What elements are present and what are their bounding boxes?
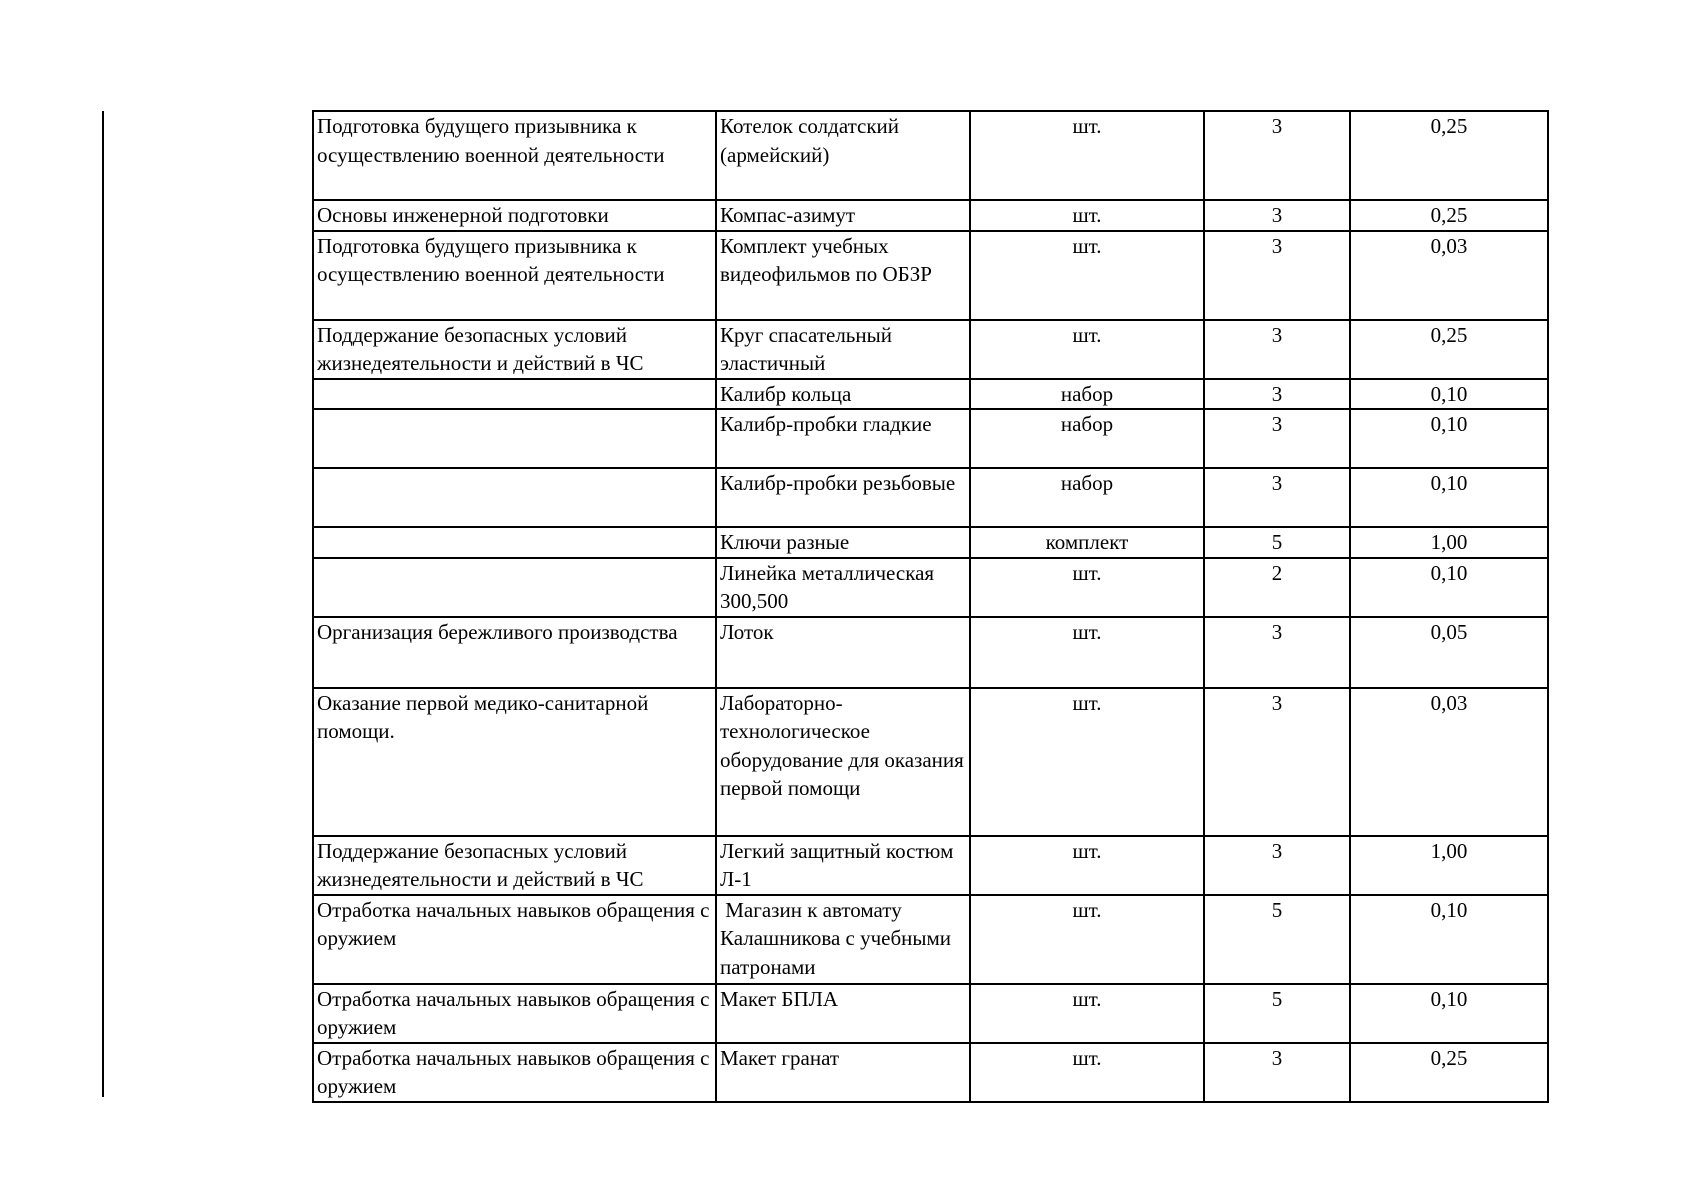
unit-cell: шт. [970, 200, 1204, 231]
table-row [313, 895, 1548, 984]
norm-cell: 0,10 [1350, 984, 1548, 1043]
topic-cell [313, 379, 716, 410]
table-row [313, 1043, 1548, 1102]
item-cell: Макет гранат [716, 1043, 970, 1102]
item-cell: Лабораторно-технологическое оборудование для оказания первой помощи [716, 688, 970, 836]
norm-cell: 1,00 [1350, 527, 1548, 558]
table-row [313, 200, 1548, 231]
topic-cell [313, 527, 716, 558]
norm-cell: 0,10 [1350, 379, 1548, 410]
table-row [313, 379, 1548, 410]
topic-cell [313, 468, 716, 527]
unit-cell: шт. [970, 231, 1204, 320]
qty-cell: 5 [1204, 527, 1350, 558]
item-cell: Лоток [716, 617, 970, 688]
table-row [313, 231, 1548, 320]
unit-cell: набор [970, 409, 1204, 468]
qty-cell: 3 [1204, 617, 1350, 688]
item-cell: Ключи разные [716, 527, 970, 558]
norm-cell: 0,10 [1350, 895, 1548, 984]
topic-cell [313, 409, 716, 468]
item-cell: Калибр-пробки гладкие [716, 409, 970, 468]
unit-cell: шт. [970, 320, 1204, 379]
norm-cell: 0,05 [1350, 617, 1548, 688]
qty-cell: 3 [1204, 379, 1350, 410]
item-cell: Легкий защитный костюм Л-1 [716, 836, 970, 895]
qty-cell: 3 [1204, 111, 1350, 200]
table-row [313, 320, 1548, 379]
unit-cell: шт. [970, 558, 1204, 617]
table-row [313, 558, 1548, 617]
qty-cell: 3 [1204, 836, 1350, 895]
table-row [313, 688, 1548, 836]
unit-cell: набор [970, 468, 1204, 527]
item-cell: Котелок солдатский (армейский) [716, 111, 970, 200]
norm-cell: 0,03 [1350, 688, 1548, 836]
topic-cell: Оказание первой медико-санитарной помощи. [313, 688, 716, 836]
qty-cell: 3 [1204, 688, 1350, 836]
qty-cell: 3 [1204, 231, 1350, 320]
norm-cell: 0,25 [1350, 1043, 1548, 1102]
topic-cell: Подготовка будущего призывника к осуществлению военной деятельности [313, 111, 716, 200]
unit-cell: шт. [970, 688, 1204, 836]
item-cell: Комплект учебных видеофильмов по ОБЗР [716, 231, 970, 320]
topic-cell: Организация бережливого производства [313, 617, 716, 688]
item-cell: Линейка металлическая 300,500 [716, 558, 970, 617]
item-cell: Макет БПЛА [716, 984, 970, 1043]
norm-cell: 0,25 [1350, 320, 1548, 379]
unit-cell: шт. [970, 895, 1204, 984]
table-row [313, 111, 1548, 200]
unit-cell: шт. [970, 1043, 1204, 1102]
qty-cell: 3 [1204, 409, 1350, 468]
qty-cell: 3 [1204, 320, 1350, 379]
topic-cell: Отработка начальных навыков обращения с оружием [313, 1043, 716, 1102]
topic-cell [313, 558, 716, 617]
norm-cell: 0,03 [1350, 231, 1548, 320]
unit-cell: шт. [970, 984, 1204, 1043]
item-cell: Калибр кольца [716, 379, 970, 410]
unit-cell: шт. [970, 111, 1204, 200]
topic-cell: Отработка начальных навыков обращения с оружием [313, 895, 716, 984]
unit-cell: набор [970, 379, 1204, 410]
item-cell: Калибр-пробки резьбовые [716, 468, 970, 527]
equipment-table [312, 110, 1549, 1103]
qty-cell: 3 [1204, 1043, 1350, 1102]
topic-cell: Поддержание безопасных условий жизнедеятельности и действий в ЧС [313, 320, 716, 379]
norm-cell: 0,10 [1350, 468, 1548, 527]
unit-cell: шт. [970, 836, 1204, 895]
qty-cell: 5 [1204, 984, 1350, 1043]
item-cell: Магазин к автомату Калашникова с учебными патронами [716, 895, 970, 984]
norm-cell: 0,25 [1350, 111, 1548, 200]
qty-cell: 5 [1204, 895, 1350, 984]
norm-cell: 1,00 [1350, 836, 1548, 895]
table-row [313, 527, 1548, 558]
topic-cell: Отработка начальных навыков обращения с оружием [313, 984, 716, 1043]
table-row [313, 836, 1548, 895]
topic-cell: Поддержание безопасных условий жизнедеятельности и действий в ЧС [313, 836, 716, 895]
unit-cell: комплект [970, 527, 1204, 558]
norm-cell: 0,25 [1350, 200, 1548, 231]
table-row [313, 409, 1548, 468]
qty-cell: 3 [1204, 200, 1350, 231]
topic-cell: Основы инженерной подготовки [313, 200, 716, 231]
page-margin-line [102, 111, 104, 1097]
table-row [313, 617, 1548, 688]
unit-cell: шт. [970, 617, 1204, 688]
qty-cell: 3 [1204, 468, 1350, 527]
table-row [313, 984, 1548, 1043]
item-cell: Круг спасательный эластичный [716, 320, 970, 379]
item-cell: Компас-азимут [716, 200, 970, 231]
norm-cell: 0,10 [1350, 409, 1548, 468]
topic-cell: Подготовка будущего призывника к осуществлению военной деятельности [313, 231, 716, 320]
table-row [313, 468, 1548, 527]
norm-cell: 0,10 [1350, 558, 1548, 617]
qty-cell: 2 [1204, 558, 1350, 617]
